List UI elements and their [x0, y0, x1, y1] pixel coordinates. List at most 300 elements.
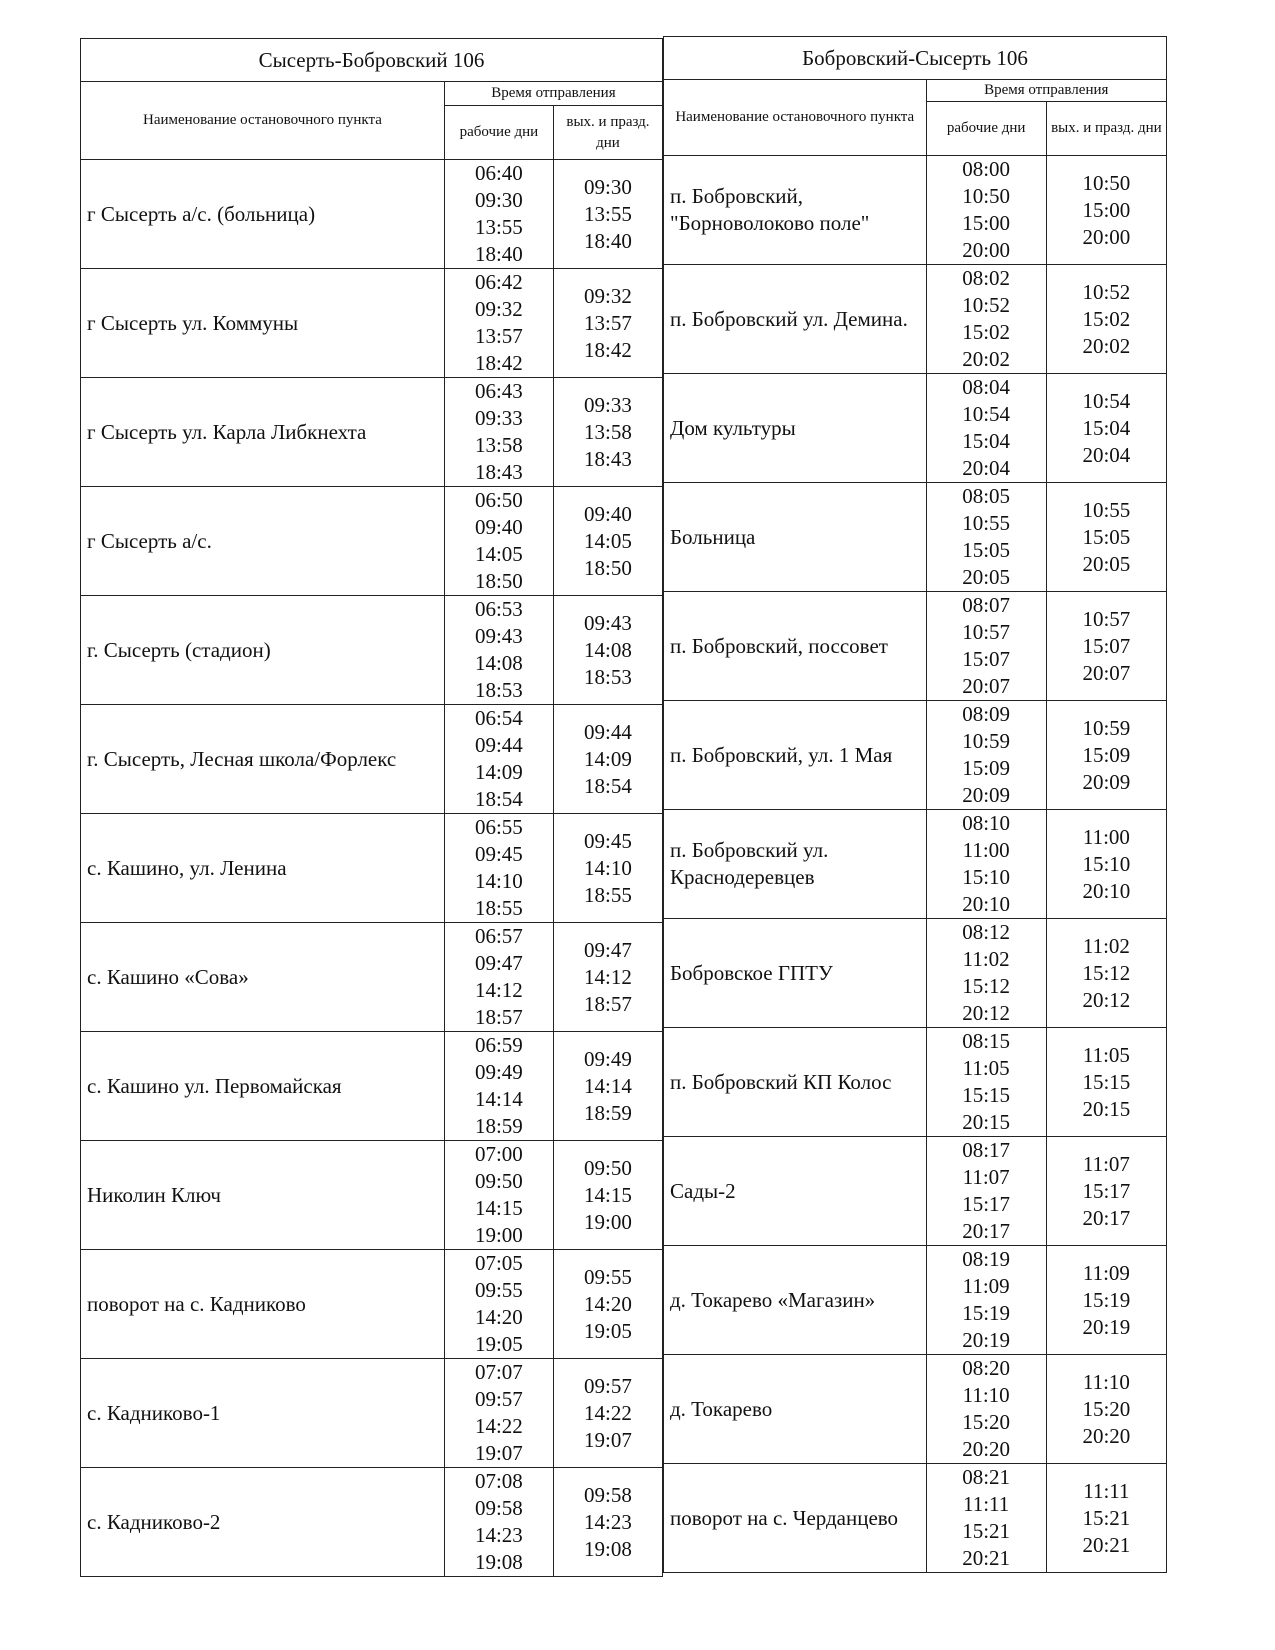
departure-time: 08:00 — [962, 157, 1011, 181]
departure-time: 15:09 — [1082, 742, 1131, 767]
stop-name: п. Бобровский, ул. 1 Мая — [664, 701, 927, 810]
departure-time: 09:57 — [474, 1387, 523, 1411]
holiday-times — [1046, 1246, 1166, 1355]
workday-times — [444, 814, 553, 923]
departure-time: 18:57 — [584, 991, 632, 1016]
departure-time: 15:20 — [962, 1410, 1011, 1434]
departure-time: 18:55 — [474, 896, 523, 920]
departure-time: 19:08 — [584, 1536, 632, 1561]
workday-times — [926, 1355, 1046, 1464]
departure-time: 20:12 — [1082, 987, 1131, 1012]
table-row — [664, 1355, 1167, 1464]
departure-time: 08:20 — [962, 1356, 1011, 1380]
departure-time: 08:09 — [962, 702, 1011, 726]
departure-time: 20:05 — [1082, 551, 1131, 576]
workday-times — [926, 592, 1046, 701]
departure-time: 14:22 — [474, 1414, 523, 1438]
holiday-times — [553, 596, 662, 705]
departure-time: 14:09 — [584, 746, 632, 771]
holiday-times — [1046, 156, 1166, 265]
departure-time: 09:43 — [584, 610, 632, 635]
departure-time: 15:15 — [962, 1083, 1011, 1107]
departure-time: 20:00 — [1082, 224, 1131, 249]
departure-time: 20:04 — [1082, 442, 1131, 467]
holiday-times — [553, 1250, 662, 1359]
workday-times — [926, 265, 1046, 374]
departure-time: 15:19 — [962, 1301, 1011, 1325]
departure-time: 08:17 — [962, 1138, 1011, 1162]
workday-times — [926, 701, 1046, 810]
departure-time: 13:57 — [474, 324, 523, 348]
departure-time: 14:05 — [584, 528, 632, 553]
departure-time: 20:00 — [962, 238, 1011, 262]
workday-times — [926, 810, 1046, 919]
departure-time: 06:55 — [474, 815, 523, 839]
departure-time: 14:20 — [474, 1305, 523, 1329]
departure-time: 10:52 — [1082, 279, 1131, 304]
table-row — [664, 810, 1167, 919]
departure-time: 19:05 — [584, 1318, 632, 1343]
departure-time: 13:58 — [474, 433, 523, 457]
departure-time: 10:50 — [1082, 170, 1131, 195]
departure-time: 19:00 — [474, 1223, 523, 1247]
departure-time: 09:57 — [584, 1373, 632, 1398]
departure-time: 14:05 — [474, 542, 523, 566]
holiday-times — [1046, 374, 1166, 483]
departure-time: 06:42 — [474, 270, 523, 294]
departure-time: 20:02 — [1082, 333, 1131, 358]
stop-name: Больница — [664, 483, 927, 592]
departure-time: 15:19 — [1082, 1287, 1131, 1312]
departure-time: 20:07 — [962, 674, 1011, 698]
departure-time: 11:00 — [1082, 824, 1130, 849]
departure-time: 09:30 — [474, 188, 523, 212]
table-row — [81, 378, 663, 487]
departure-time: 14:09 — [474, 760, 523, 784]
schedule-body — [81, 160, 663, 1577]
departure-time: 09:45 — [474, 842, 523, 866]
table-row — [81, 705, 663, 814]
departure-time: 20:02 — [962, 347, 1011, 371]
departure-time: 10:57 — [1082, 606, 1131, 631]
departure-time: 09:50 — [584, 1155, 632, 1180]
departure-time: 15:02 — [1082, 306, 1131, 331]
departure-time: 18:59 — [584, 1100, 632, 1125]
departure-time: 11:02 — [1082, 933, 1130, 958]
departure-time: 20:10 — [1082, 878, 1131, 903]
holiday-times — [553, 1141, 662, 1250]
departure-time: 19:00 — [584, 1209, 632, 1234]
holiday-times — [1046, 1464, 1166, 1573]
departure-time: 20:19 — [1082, 1314, 1131, 1339]
departure-time: 19:05 — [474, 1332, 523, 1356]
stop-name: с. Кашино ул. Первомайская — [81, 1032, 445, 1141]
stop-name: п. Бобровский, поссовет — [664, 592, 927, 701]
workday-times — [444, 487, 553, 596]
departure-time: 18:54 — [474, 787, 523, 811]
departure-time: 11:11 — [1083, 1478, 1130, 1503]
holiday-times — [553, 814, 662, 923]
holiday-times — [1046, 483, 1166, 592]
stop-name: п. Бобровский ул. Краснодеревцев — [664, 810, 927, 919]
departure-time: 11:09 — [962, 1274, 1010, 1298]
departure-time: 08:19 — [962, 1247, 1011, 1271]
departure-time: 15:10 — [1082, 851, 1131, 876]
holiday-times — [1046, 265, 1166, 374]
stop-name-header: Наименование остановочного пункта — [664, 80, 927, 156]
departure-time: 07:08 — [474, 1469, 523, 1493]
departure-time: 11:02 — [962, 947, 1010, 971]
departure-time: 08:02 — [962, 266, 1011, 290]
departure-time: 20:19 — [962, 1328, 1011, 1352]
workday-times — [926, 1246, 1046, 1355]
table-row — [81, 1032, 663, 1141]
holiday-times — [553, 1359, 662, 1468]
workday-times — [444, 1468, 553, 1577]
departure-time: 11:10 — [1082, 1369, 1130, 1394]
departure-time: 06:43 — [474, 379, 523, 403]
departure-time: 14:22 — [584, 1400, 632, 1425]
table-row — [664, 1464, 1167, 1573]
workday-times — [926, 374, 1046, 483]
workday-times — [444, 1141, 553, 1250]
departure-time: 15:09 — [962, 756, 1011, 780]
departure-time: 14:08 — [584, 637, 632, 662]
departure-time: 06:50 — [474, 488, 523, 512]
stop-name: г Сысерть ул. Карла Либкнехта — [81, 378, 445, 487]
holiday-times — [553, 1032, 662, 1141]
departure-time: 18:50 — [584, 555, 632, 580]
departure-time: 20:20 — [962, 1437, 1011, 1461]
departure-time: 11:07 — [1082, 1151, 1130, 1176]
departure-time: 09:47 — [584, 937, 632, 962]
departure-time: 15:10 — [962, 865, 1011, 889]
departure-time: 11:00 — [962, 838, 1010, 862]
departure-time: 15:12 — [1082, 960, 1131, 985]
departure-time: 10:59 — [1082, 715, 1131, 740]
table-row — [81, 814, 663, 923]
stop-name: Дом культуры — [664, 374, 927, 483]
table-row — [664, 1137, 1167, 1246]
departure-time: 18:53 — [474, 678, 523, 702]
holiday-times — [1046, 1028, 1166, 1137]
departure-time: 06:57 — [474, 924, 523, 948]
departure-time: 08:12 — [962, 920, 1011, 944]
departure-time: 14:23 — [474, 1523, 523, 1547]
workday-times — [444, 1250, 553, 1359]
departure-time: 14:15 — [474, 1196, 523, 1220]
departure-time: 10:57 — [962, 620, 1011, 644]
departure-time: 06:54 — [474, 706, 523, 730]
stop-name: поворот на с. Черданцево — [664, 1464, 927, 1573]
departure-time: 20:07 — [1082, 660, 1131, 685]
workday-times — [926, 1028, 1046, 1137]
departure-time: 14:10 — [474, 869, 523, 893]
departure-time: 20:17 — [1082, 1205, 1131, 1230]
departure-time: 18:42 — [474, 351, 523, 375]
table-row — [81, 269, 663, 378]
holiday-times — [1046, 1137, 1166, 1246]
departure-time: 09:47 — [474, 951, 523, 975]
stop-name: Бобровское ГПТУ — [664, 919, 927, 1028]
workday-times — [926, 1464, 1046, 1573]
departure-time: 20:05 — [962, 565, 1011, 589]
holiday-times — [553, 378, 662, 487]
departure-time: 08:10 — [962, 811, 1011, 835]
stop-name: п. Бобровский ул. Демина. — [664, 265, 927, 374]
departure-time: 11:09 — [1082, 1260, 1130, 1285]
departure-time: 11:05 — [962, 1056, 1010, 1080]
departure-time: 15:04 — [962, 429, 1011, 453]
holidays-header: вых. и празд. дни — [1046, 102, 1166, 156]
departure-time: 08:05 — [962, 484, 1011, 508]
workday-times — [444, 596, 553, 705]
holiday-times — [1046, 919, 1166, 1028]
departure-time: 10:54 — [962, 402, 1011, 426]
departure-time: 09:30 — [584, 174, 632, 199]
departure-time: 13:57 — [584, 310, 632, 335]
workday-times — [926, 919, 1046, 1028]
stop-name: д. Токарево «Магазин» — [664, 1246, 927, 1355]
table-row — [664, 265, 1167, 374]
departure-time: 09:50 — [474, 1169, 523, 1193]
holiday-times — [553, 487, 662, 596]
stop-name: г. Сысерть (стадион) — [81, 596, 445, 705]
departure-time: 09:43 — [474, 624, 523, 648]
departure-time: 20:10 — [962, 892, 1011, 916]
stop-name: п. Бобровский КП Колос — [664, 1028, 927, 1137]
stop-name: п. Бобровский, "Борноволоково поле" — [664, 156, 927, 265]
holiday-times — [553, 1468, 662, 1577]
departure-time: 15:17 — [1082, 1178, 1131, 1203]
departure-time: 15:05 — [962, 538, 1011, 562]
table-row — [81, 160, 663, 269]
holiday-times — [1046, 1355, 1166, 1464]
departure-time: 09:33 — [474, 406, 523, 430]
table-row — [664, 156, 1167, 265]
departure-time: 15:20 — [1082, 1396, 1131, 1421]
departure-time: 20:09 — [962, 783, 1011, 807]
departure-time: 09:55 — [584, 1264, 632, 1289]
departure-time: 09:45 — [584, 828, 632, 853]
workday-times — [444, 1032, 553, 1141]
departure-time: 18:40 — [584, 228, 632, 253]
workday-times — [444, 1359, 553, 1468]
departure-time: 09:40 — [474, 515, 523, 539]
departure-time: 09:33 — [584, 392, 632, 417]
holiday-times — [1046, 592, 1166, 701]
workday-times — [444, 269, 553, 378]
departure-time-header: Время отправления — [444, 82, 662, 106]
departure-time: 15:00 — [962, 211, 1011, 235]
table-row — [664, 1246, 1167, 1355]
departure-time: 06:59 — [474, 1033, 523, 1057]
departure-time: 20:04 — [962, 456, 1011, 480]
departure-time: 09:32 — [584, 283, 632, 308]
departure-time: 15:04 — [1082, 415, 1131, 440]
holiday-times — [553, 923, 662, 1032]
workdays-header: рабочие дни — [926, 102, 1046, 156]
holidays-header: вых. и празд. дни — [553, 106, 662, 160]
schedule-table-bobrovsky-sysert — [663, 36, 1167, 1573]
table-row — [81, 1359, 663, 1468]
departure-time-header: Время отправления — [926, 80, 1166, 102]
departure-time: 11:11 — [962, 1492, 1010, 1516]
departure-time: 09:55 — [474, 1278, 523, 1302]
stop-name: г Сысерть а/с. (больница) — [81, 160, 445, 269]
departure-time: 18:53 — [584, 664, 632, 689]
stop-name: г Сысерть а/с. — [81, 487, 445, 596]
stop-name: поворот на с. Кадниково — [81, 1250, 445, 1359]
departure-time: 14:12 — [474, 978, 523, 1002]
departure-time: 20:21 — [1082, 1532, 1131, 1557]
table-row — [81, 1141, 663, 1250]
table-row — [81, 923, 663, 1032]
departure-time: 08:15 — [962, 1029, 1011, 1053]
departure-time: 14:12 — [584, 964, 632, 989]
departure-time: 15:12 — [962, 974, 1011, 998]
departure-time: 15:15 — [1082, 1069, 1131, 1094]
departure-time: 10:55 — [962, 511, 1011, 535]
workdays-header: рабочие дни — [444, 106, 553, 160]
departure-time: 09:44 — [474, 733, 523, 757]
departure-time: 15:21 — [1082, 1505, 1131, 1530]
departure-time: 18:54 — [584, 773, 632, 798]
workday-times — [926, 483, 1046, 592]
departure-time: 14:23 — [584, 1509, 632, 1534]
departure-time: 13:55 — [474, 215, 523, 239]
holiday-times — [553, 705, 662, 814]
departure-time: 07:05 — [474, 1251, 523, 1275]
workday-times — [444, 705, 553, 814]
departure-time: 14:14 — [584, 1073, 632, 1098]
departure-time: 20:21 — [962, 1546, 1011, 1570]
departure-time: 07:07 — [474, 1360, 523, 1384]
departure-time: 18:50 — [474, 569, 523, 593]
schedule-body — [664, 156, 1167, 1573]
departure-time: 15:00 — [1082, 197, 1131, 222]
stop-name-header: Наименование остановочного пункта — [81, 82, 445, 160]
table-row — [81, 1250, 663, 1359]
departure-time: 10:52 — [962, 293, 1011, 317]
table-row — [81, 487, 663, 596]
departure-time: 09:58 — [474, 1496, 523, 1520]
departure-time: 20:17 — [962, 1219, 1011, 1243]
table-row — [664, 919, 1167, 1028]
departure-time: 11:07 — [962, 1165, 1010, 1189]
departure-time: 09:40 — [584, 501, 632, 526]
route-title: Сысерть-Бобровский 106 — [81, 39, 663, 82]
departure-time: 09:32 — [474, 297, 523, 321]
departure-time: 07:00 — [474, 1142, 523, 1166]
departure-time: 19:08 — [474, 1550, 523, 1574]
workday-times — [926, 1137, 1046, 1246]
departure-time: 15:07 — [962, 647, 1011, 671]
stop-name: Николин Ключ — [81, 1141, 445, 1250]
departure-time: 15:05 — [1082, 524, 1131, 549]
departure-time: 15:02 — [962, 320, 1011, 344]
holiday-times — [1046, 810, 1166, 919]
departure-time: 14:10 — [584, 855, 632, 880]
departure-time: 09:44 — [584, 719, 632, 744]
departure-time: 18:40 — [474, 242, 523, 266]
departure-time: 09:49 — [474, 1060, 523, 1084]
departure-time: 13:58 — [584, 419, 632, 444]
departure-time: 10:55 — [1082, 497, 1131, 522]
departure-time: 20:15 — [1082, 1096, 1131, 1121]
departure-time: 18:42 — [584, 337, 632, 362]
table-row — [664, 483, 1167, 592]
departure-time: 14:08 — [474, 651, 523, 675]
departure-time: 18:59 — [474, 1114, 523, 1138]
holiday-times — [553, 269, 662, 378]
workday-times — [926, 156, 1046, 265]
workday-times — [444, 160, 553, 269]
departure-time: 06:53 — [474, 597, 523, 621]
table-row — [664, 592, 1167, 701]
departure-time: 15:17 — [962, 1192, 1011, 1216]
table-row — [664, 374, 1167, 483]
departure-time: 11:10 — [962, 1383, 1010, 1407]
workday-times — [444, 923, 553, 1032]
departure-time: 14:14 — [474, 1087, 523, 1111]
departure-time: 18:43 — [584, 446, 632, 471]
departure-time: 10:54 — [1082, 388, 1131, 413]
table-row — [81, 1468, 663, 1577]
schedule-table-sysert-bobrovsky — [80, 38, 663, 1577]
stop-name: с. Кадниково-1 — [81, 1359, 445, 1468]
departure-time: 14:20 — [584, 1291, 632, 1316]
departure-time: 11:05 — [1082, 1042, 1130, 1067]
workday-times — [444, 378, 553, 487]
departure-time: 13:55 — [584, 201, 632, 226]
departure-time: 20:12 — [962, 1001, 1011, 1025]
departure-time: 19:07 — [584, 1427, 632, 1452]
departure-time: 18:55 — [584, 882, 632, 907]
departure-time: 20:15 — [962, 1110, 1011, 1134]
departure-time: 08:21 — [962, 1465, 1011, 1489]
table-row — [664, 1028, 1167, 1137]
departure-time: 14:15 — [584, 1182, 632, 1207]
departure-time: 15:07 — [1082, 633, 1131, 658]
departure-time: 08:04 — [962, 375, 1011, 399]
stop-name: г Сысерть ул. Коммуны — [81, 269, 445, 378]
table-row — [664, 701, 1167, 810]
departure-time: 09:49 — [584, 1046, 632, 1071]
stop-name: г. Сысерть, Лесная школа/Форлекс — [81, 705, 445, 814]
departure-time: 20:09 — [1082, 769, 1131, 794]
table-row — [81, 596, 663, 705]
stop-name: д. Токарево — [664, 1355, 927, 1464]
stop-name: Сады-2 — [664, 1137, 927, 1246]
departure-time: 06:40 — [474, 161, 523, 185]
departure-time: 19:07 — [474, 1441, 523, 1465]
departure-time: 09:58 — [584, 1482, 632, 1507]
departure-time: 08:07 — [962, 593, 1011, 617]
stop-name: с. Кашино, ул. Ленина — [81, 814, 445, 923]
stop-name: с. Кадниково-2 — [81, 1468, 445, 1577]
departure-time: 18:43 — [474, 460, 523, 484]
stop-name: с. Кашино «Сова» — [81, 923, 445, 1032]
departure-time: 18:57 — [474, 1005, 523, 1029]
departure-time: 10:50 — [962, 184, 1011, 208]
departure-time: 20:20 — [1082, 1423, 1131, 1448]
departure-time: 10:59 — [962, 729, 1011, 753]
holiday-times — [553, 160, 662, 269]
holiday-times — [1046, 701, 1166, 810]
departure-time: 15:21 — [962, 1519, 1011, 1543]
route-title: Бобровский-Сысерть 106 — [664, 37, 1167, 80]
